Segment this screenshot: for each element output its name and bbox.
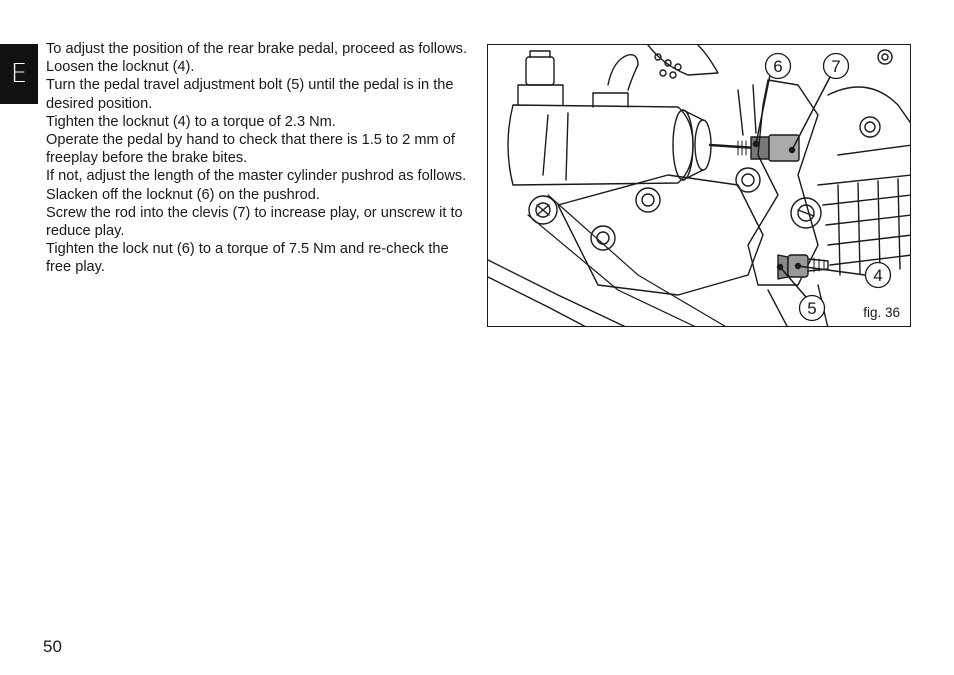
svg-text:7: 7 bbox=[831, 57, 841, 76]
instruction-paragraph: Tighten the lock nut (6) to a torque of 7.5 Nm and re-check the free play. bbox=[46, 241, 449, 276]
callout-7 bbox=[824, 54, 849, 79]
page-number: 50 bbox=[43, 637, 62, 656]
callout-4 bbox=[866, 263, 891, 288]
instruction-paragraph: Loosen the locknut (4). bbox=[46, 59, 195, 76]
section-tab: E bbox=[0, 44, 38, 104]
instruction-paragraph: To adjust the position of the rear brake pedal, proceed as follows. bbox=[46, 41, 468, 57]
instruction-paragraph: Tighten the locknut (4) to a torque of 2.3 Nm. bbox=[46, 113, 336, 130]
brake-assembly-illustration bbox=[488, 45, 911, 327]
callout-6 bbox=[766, 54, 791, 79]
instruction-paragraph: Slacken off the locknut (6) on the pushrod. bbox=[46, 186, 320, 203]
instruction-paragraph: If not, adjust the length of the master cylinder pushrod as follows. bbox=[46, 168, 467, 185]
callout-5 bbox=[800, 296, 825, 321]
brake-pedal-figure bbox=[487, 44, 911, 327]
svg-text:4: 4 bbox=[873, 266, 883, 285]
instructions-text bbox=[46, 40, 470, 277]
figure-caption: fig. 36 bbox=[863, 305, 900, 320]
instruction-paragraph: Operate the pedal by hand to check that there is 1.5 to 2 mm of freeplay before the brake bites. bbox=[46, 132, 455, 167]
instruction-paragraph: Turn the pedal travel adjustment bolt (5) until the pedal is in the desired position. bbox=[46, 77, 454, 112]
svg-text:5: 5 bbox=[807, 299, 817, 318]
instruction-paragraph: Screw the rod into the clevis (7) to increase play, or unscrew it to reduce play. bbox=[46, 204, 463, 240]
svg-text:6: 6 bbox=[773, 57, 783, 76]
